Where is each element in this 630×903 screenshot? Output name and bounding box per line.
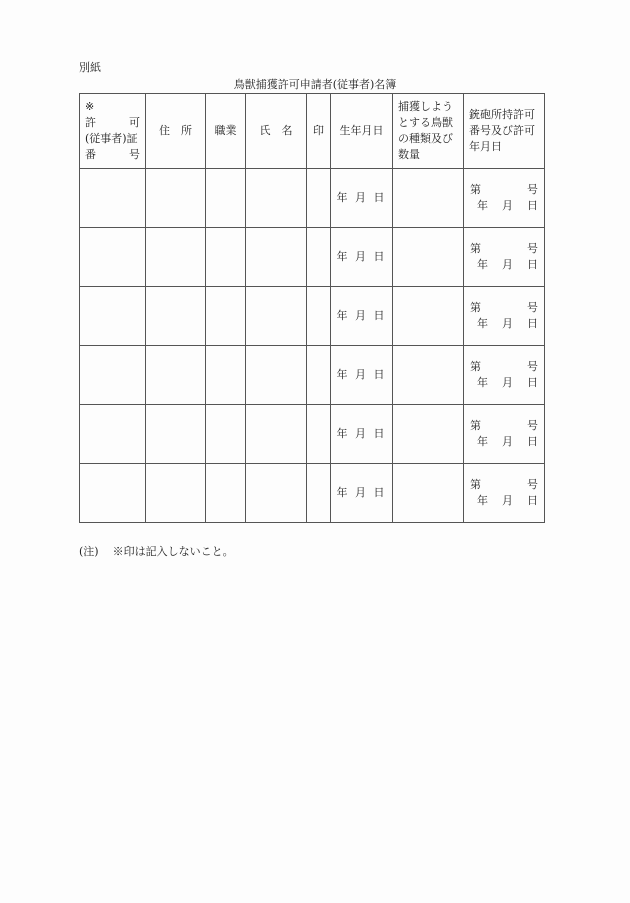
permit-number-cell[interactable]: [80, 169, 146, 228]
permit-number-cell[interactable]: [80, 405, 146, 464]
name-cell[interactable]: [246, 287, 307, 346]
occupation-cell[interactable]: [206, 405, 246, 464]
header-seal: 印: [307, 94, 331, 169]
seal-cell[interactable]: [307, 405, 331, 464]
species-cell[interactable]: [393, 228, 464, 287]
seal-cell[interactable]: [307, 228, 331, 287]
header-address: 住 所: [146, 94, 206, 169]
permit-number-cell[interactable]: [80, 228, 146, 287]
address-cell[interactable]: [146, 228, 206, 287]
seal-cell[interactable]: [307, 169, 331, 228]
occupation-cell[interactable]: [206, 346, 246, 405]
header-name: 氏 名: [246, 94, 307, 169]
gun-permit-cell[interactable]: 第 号 年 月 日: [464, 169, 545, 228]
address-cell[interactable]: [146, 346, 206, 405]
gun-permit-cell[interactable]: 第 号 年 月 日: [464, 287, 545, 346]
birth-date-cell[interactable]: 年 月 日: [331, 405, 393, 464]
name-cell[interactable]: [246, 405, 307, 464]
occupation-cell[interactable]: [206, 169, 246, 228]
name-cell[interactable]: [246, 228, 307, 287]
seal-cell[interactable]: [307, 287, 331, 346]
header-birth-date: 生年月日: [331, 94, 393, 169]
header-gun-permit: 銃砲所持許可 番号及び許可 年月日: [464, 94, 545, 169]
address-cell[interactable]: [146, 464, 206, 523]
attachment-label: 別紙: [79, 61, 101, 74]
species-cell[interactable]: [393, 405, 464, 464]
table-row: [80, 405, 545, 464]
birth-date-cell[interactable]: 年 月 日: [331, 346, 393, 405]
name-cell[interactable]: [246, 464, 307, 523]
table-row: [80, 464, 545, 523]
table-row: [80, 287, 545, 346]
species-cell[interactable]: [393, 464, 464, 523]
header-permit-number: ※ 許 可 (従事者)証 番 号: [80, 94, 146, 169]
permit-number-cell[interactable]: [80, 346, 146, 405]
address-cell[interactable]: [146, 287, 206, 346]
footnote: (注) ※印は記入しないこと。: [79, 545, 234, 558]
header-row: [80, 94, 545, 169]
gun-permit-cell[interactable]: 第 号 年 月 日: [464, 464, 545, 523]
address-cell[interactable]: [146, 405, 206, 464]
document-title: 鳥獣捕獲許可申請者(従事者)名簿: [233, 78, 397, 91]
header-species: 捕獲しよう とする鳥獣 の種類及び 数量: [393, 94, 464, 169]
birth-date-cell[interactable]: 年 月 日: [331, 228, 393, 287]
birth-date-cell[interactable]: 年 月 日: [331, 287, 393, 346]
name-cell[interactable]: [246, 346, 307, 405]
table-row: [80, 346, 545, 405]
permit-number-cell[interactable]: [80, 287, 146, 346]
occupation-cell[interactable]: [206, 464, 246, 523]
table-row: [80, 228, 545, 287]
species-cell[interactable]: [393, 287, 464, 346]
species-cell[interactable]: [393, 169, 464, 228]
address-cell[interactable]: [146, 169, 206, 228]
applicant-roster-table: [79, 93, 545, 523]
name-cell[interactable]: [246, 169, 307, 228]
occupation-cell[interactable]: [206, 287, 246, 346]
birth-date-cell[interactable]: 年 月 日: [331, 169, 393, 228]
seal-cell[interactable]: [307, 464, 331, 523]
occupation-cell[interactable]: [206, 228, 246, 287]
header-occupation: 職業: [206, 94, 246, 169]
gun-permit-cell[interactable]: 第 号 年 月 日: [464, 228, 545, 287]
species-cell[interactable]: [393, 346, 464, 405]
seal-cell[interactable]: [307, 346, 331, 405]
table-row: [80, 169, 545, 228]
permit-number-cell[interactable]: [80, 464, 146, 523]
gun-permit-cell[interactable]: 第 号 年 月 日: [464, 346, 545, 405]
birth-date-cell[interactable]: 年 月 日: [331, 464, 393, 523]
gun-permit-cell[interactable]: 第 号 年 月 日: [464, 405, 545, 464]
